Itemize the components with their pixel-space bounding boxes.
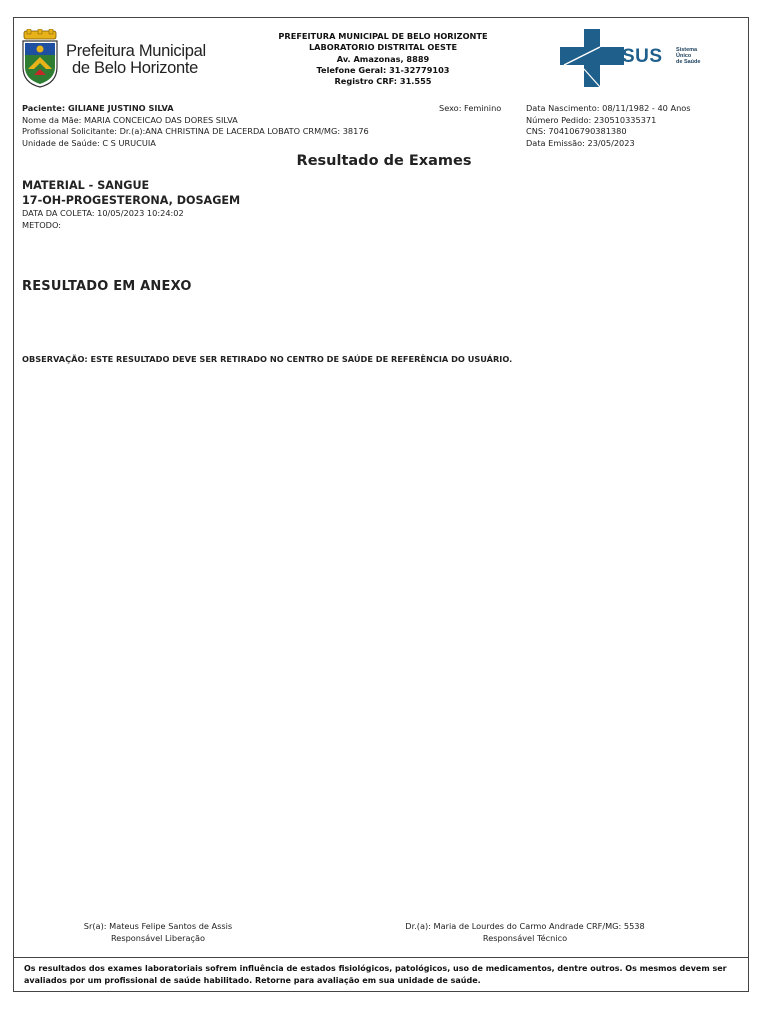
sus-cross-icon — [560, 29, 630, 87]
result-text: RESULTADO EM ANEXO — [22, 279, 192, 294]
sus-subtitle-line: de Saúde — [676, 59, 701, 65]
signature-release — [58, 920, 258, 944]
requesting-professional: Profissional Solicitante: Dr.(a):ANA CHRISTINA DE LACERDA LOBATO CRM/MG: 38176 — [22, 126, 369, 137]
emission-date: Data Emissão: 23/05/2023 — [526, 138, 635, 149]
pbh-logo-line1: Prefeitura Municipal — [66, 42, 206, 60]
sus-text: SUS — [622, 46, 663, 67]
technical-name: Dr.(a): Maria de Lourdes do Carmo Andrade CRF/MG: 5538 — [405, 921, 645, 931]
mother-name: Nome da Mãe: MARIA CONCEICAO DAS DORES SILVA — [22, 114, 238, 125]
technical-role: Responsável Técnico — [482, 933, 568, 943]
exam-material — [22, 178, 240, 208]
lab-header-line: PREFEITURA MUNICIPAL DE BELO HORIZONTE — [278, 31, 488, 41]
release-role: Responsável Liberação — [110, 933, 206, 943]
pbh-logo-line2: de Belo Horizonte — [72, 59, 199, 77]
sus-subtitle-line: Único — [676, 53, 692, 59]
method-label: METODO: — [22, 219, 62, 230]
patient-sex: Sexo: Feminino — [439, 103, 502, 113]
footer-divider — [13, 957, 749, 958]
signature-technical — [380, 920, 670, 944]
coat-of-arms-icon — [20, 29, 60, 89]
lab-header — [230, 31, 536, 87]
footer-note: Os resultados dos exames laboratoriais sofrem influência de estados fisiológicos, patológicos, uso de medicamentos, dentre outros. Os mesmos devem ser avaliados por um profissional de saúde habilitado. Retorne para avaliação em sua unidade de saúde. — [24, 964, 727, 985]
patient-info-right — [526, 103, 691, 150]
order-number: Número Pedido: 230510335371 — [526, 114, 657, 125]
lab-header-line: Registro CRF: 31.555 — [334, 76, 432, 87]
lab-header-line: Telefone Geral: 31-32779103 — [316, 64, 450, 75]
collection-info — [22, 208, 184, 231]
lab-header-line: LABORATORIO DISTRITAL OESTE — [308, 42, 458, 53]
birth-date: Data Nascimento: 08/11/1982 - 40 Anos — [526, 103, 691, 113]
sus-subtitle-line: Sistema — [676, 47, 698, 53]
exam-name: 17-OH-PROGESTERONA, DOSAGEM — [22, 194, 241, 207]
patient-name: Paciente: GILIANE JUSTINO SILVA — [22, 103, 174, 113]
page-title: Resultado de Exames — [296, 153, 472, 169]
pbh-logo-text — [66, 43, 206, 77]
collection-date: DATA DA COLETA: 10/05/2023 10:24:02 — [22, 208, 184, 218]
patient-info-left — [22, 103, 369, 150]
sus-logo — [560, 29, 710, 87]
release-name: Sr(a): Mateus Felipe Santos de Assis — [83, 921, 233, 931]
material-label: MATERIAL - SANGUE — [22, 179, 150, 192]
pbh-logo — [20, 29, 230, 89]
observation-text: OBSERVAÇÃO: ESTE RESULTADO DEVE SER RETIRADO NO CENTRO DE SAÚDE DE REFERÊNCIA DO USUÁRIO. — [22, 354, 513, 364]
cns-number: CNS: 704106790381380 — [526, 126, 627, 137]
sus-subtitle — [676, 47, 700, 65]
health-unit: Unidade de Saúde: C S URUCUIA — [22, 138, 156, 149]
lab-header-line: Av. Amazonas, 8889 — [336, 53, 430, 64]
